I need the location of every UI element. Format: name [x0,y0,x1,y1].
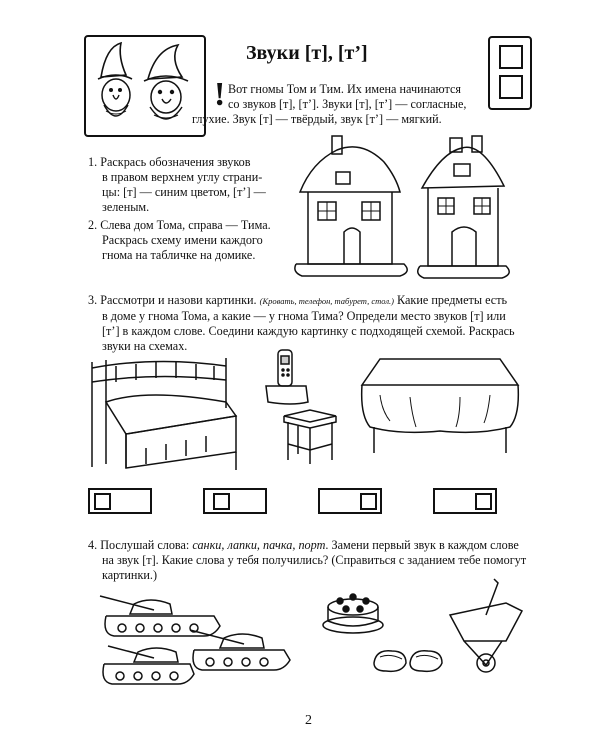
task-3-line: [т’] в каждом слове. Соедини каждую картинку с подходящей схемой. Раскрась [102,324,515,338]
intro-text [192,82,478,127]
page-title: Звуки [т], [т’] [246,42,368,64]
task-3-line: в доме у гнома Тома, а какие — у гнома Тима? Определи место звуков [т] или [102,309,506,323]
task-4-line: на звук [т]. Какие слова у тебя получились? (Справиться с заданием тебе помогут [102,553,527,567]
task-4-line: картинки.) [102,568,157,582]
sound-cell[interactable] [94,493,111,510]
word-scheme-box[interactable] [88,488,152,514]
tank-1 [100,596,220,636]
task-2-line: 2. Слева дом Тома, справа — Тима. [88,218,271,232]
task-3-question: Какие предметы есть [397,293,508,307]
wheelbarrow-picture[interactable] [446,575,530,675]
exclamation-icon: ! [214,76,226,113]
tank-3 [103,646,194,684]
sound-markers-panel [488,36,532,110]
telephone-picture[interactable] [262,348,312,408]
tom-house [295,136,407,276]
task-1-line: цы: [т] — синим цветом, [т’] — [102,185,266,199]
word-scheme-box[interactable] [433,488,497,514]
tanks-picture[interactable] [94,590,294,690]
tim-house [418,136,509,278]
word-scheme-box[interactable] [318,488,382,514]
sound-cell[interactable] [475,493,492,510]
task-2 [88,218,298,263]
task-3-prompt: 3. Рассмотри и назови картинки. [88,293,257,307]
task-4-words: санки, лапки, пачка, порт [192,538,326,552]
task-1 [88,155,298,215]
task-3-line: звуки на схемах. [102,339,188,353]
task-2-line: Раскрась схему имени каждого [102,233,263,247]
cake-picture[interactable] [320,585,386,635]
soft-sound-square[interactable] [499,75,523,99]
houses-illustration [292,132,522,282]
task-2-line: гнома на табличке на домике. [102,248,256,262]
sound-cell[interactable] [213,493,230,510]
task-4-line [88,538,528,553]
task-4-instruction: . Замени первый звук в каждом слове [325,538,519,552]
gnomes-illustration-box [84,35,206,137]
task-4-prompt: 4. Послушай слова: [88,538,193,552]
task-3 [88,293,528,354]
task-1-line: 1. Раскрась обозначения звуков [88,155,251,169]
table-picture[interactable] [360,355,520,455]
intro-line: Вот гномы Том и Тим. Их имена начинаются [228,82,461,96]
stool-picture[interactable] [280,408,340,464]
task-3-line [88,293,528,309]
task-1-line: зеленым. [102,200,150,214]
sound-cell[interactable] [360,493,377,510]
gnomes-image [86,37,204,135]
page-number: 2 [305,713,312,728]
task-1-line: в правом верхнем углу страни- [102,170,263,184]
hard-sound-square[interactable] [499,45,523,69]
word-scheme-box[interactable] [203,488,267,514]
slippers-picture[interactable] [372,645,444,675]
task-3-note: (Кровать, телефон, табурет, стол.) [259,296,394,306]
intro-line: со звуков [т], [т’]. Звуки [т], [т’] — согласные, [228,97,467,111]
intro-line: глухие. Звук [т] — твёрдый, звук [т’] — мягкий. [192,112,442,126]
bed-picture[interactable] [86,352,246,472]
